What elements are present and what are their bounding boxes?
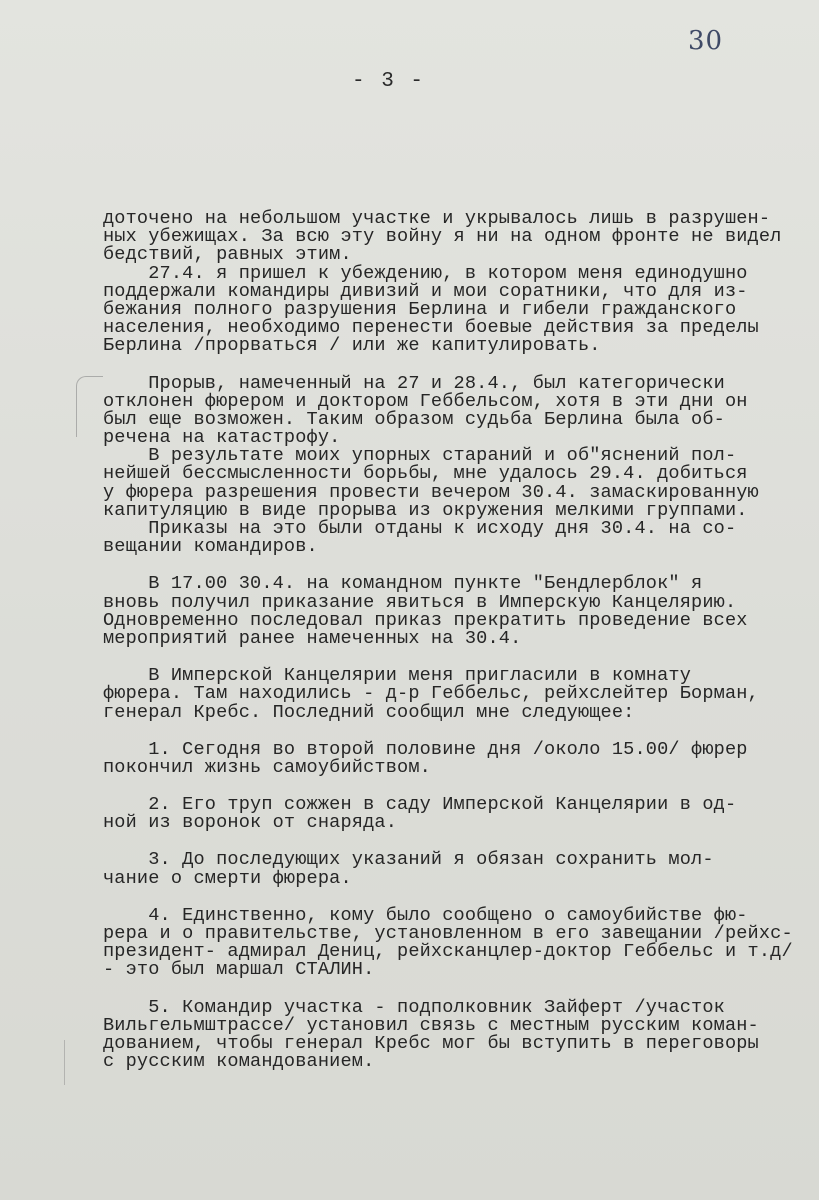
text-line: вновь получил приказание явиться в Имперскую Канцелярию. <box>103 591 737 613</box>
text-line: мероприятий ранее намеченных на 30.4. <box>103 627 522 649</box>
text-line: Одновременно последовал приказ прекратить проведение всех <box>103 609 748 631</box>
text-line: ных убежищах. За всю эту войну я ни на одном фронте не видел <box>103 226 782 248</box>
paragraph <box>103 210 815 265</box>
text-line: чание о смерти фюрера. <box>103 867 352 889</box>
text-line: 3. До последующих указаний я обязан сохранить мол- <box>103 849 714 871</box>
paragraph <box>103 796 815 832</box>
text-line: 5. Командир участка - подполковник Зайферт /участок <box>103 996 725 1018</box>
text-line: поддержали командиры дивизий и мои соратники, что для из- <box>103 280 748 302</box>
paragraph <box>103 262 815 357</box>
text-line: ной из воронок от снаряда. <box>103 812 398 834</box>
text-line: генерал Кребс. Последний сообщил мне следующее: <box>103 701 635 723</box>
text-line: рера и о правительстве, установленном в его завещании /рейхс- <box>103 923 793 944</box>
paragraph <box>103 904 815 981</box>
text-line: нейшей бессмысленности борьбы, мне удалось 29.4. добиться <box>103 463 748 485</box>
document-body <box>103 210 815 1071</box>
text-line: доточено на небольшом участке и укрывалось лишь в разрушен- <box>103 208 771 229</box>
paragraph <box>103 851 815 887</box>
paragraph <box>103 520 815 556</box>
text-line: Вильгельмштрассе/ установил связь с местным русским коман- <box>103 1014 759 1036</box>
text-line: бежания полного разрушения Берлина и гибели гражданского <box>103 298 737 320</box>
text-line: - это был маршал СТАЛИН. <box>103 959 375 981</box>
paragraph <box>103 738 815 778</box>
text-line: фюрера. Там находились - д-р Геббельс, рейхслейтер Борман, <box>103 683 759 705</box>
text-line: дованием, чтобы генерал Кребс мог бы вступить в переговоры <box>103 1032 759 1054</box>
text-line: речена на катастрофу. <box>103 427 341 449</box>
text-line: бедствий, равных этим. <box>103 244 352 266</box>
text-line: 1. Сегодня во второй половине дня /около 15.00/ фюрер <box>103 738 748 760</box>
text-line: вещании командиров. <box>103 536 318 558</box>
text-line: 27.4. я пришел к убеждению, в котором меня единодушно <box>103 262 748 284</box>
text-line: капитуляцию в виде прорыва из окружения мелкими группами. <box>103 499 748 521</box>
text-line: покончил жизнь самоубийством. <box>103 756 431 778</box>
paragraph <box>103 667 815 722</box>
text-line: населения, необходимо перенести боевые действия за пределы <box>103 317 759 339</box>
paragraph <box>103 447 815 520</box>
text-line: отклонен фюрером и доктором Геббельсом, хотя в эти дни он <box>103 390 748 412</box>
margin-bracket-mark <box>76 376 103 437</box>
text-line: В результате моих упорных стараний и об"яснений пол- <box>103 445 737 467</box>
text-line: 4. Единственно, кому было сообщено о самоубийстве фю- <box>103 904 748 926</box>
archive-page-number: 30 <box>688 26 724 56</box>
text-line: В 17.00 30.4. на командном пункте "Бендлерблок" я <box>103 573 703 595</box>
paragraph <box>103 575 815 648</box>
text-line: Прорыв, намеченный на 27 и 28.4., был категорически <box>103 372 725 394</box>
text-line: с русским командованием. <box>103 1051 375 1073</box>
text-line: Берлина /прорваться / или же капитулировать. <box>103 335 601 357</box>
text-line: 2. Его труп сожжен в саду Имперской Канцелярии в од- <box>103 794 737 816</box>
page-number: - 3 - <box>352 70 426 93</box>
margin-line-mark <box>64 1040 65 1085</box>
paragraph <box>103 372 815 449</box>
paragraph <box>103 996 815 1073</box>
text-line: Приказы на это были отданы к исходу дня 30.4. на со- <box>103 518 737 539</box>
text-line: у фюрера разрешения провести вечером 30.4. замаскированную <box>103 481 759 503</box>
text-line: президент- адмирал Дениц, рейхсканцлер-доктор Геббельс и т.д/ <box>103 941 793 963</box>
text-line: В Имперской Канцелярии меня пригласили в комнату <box>103 665 692 687</box>
text-line: был еще возможен. Таким образом судьба Берлина была об- <box>103 408 725 430</box>
